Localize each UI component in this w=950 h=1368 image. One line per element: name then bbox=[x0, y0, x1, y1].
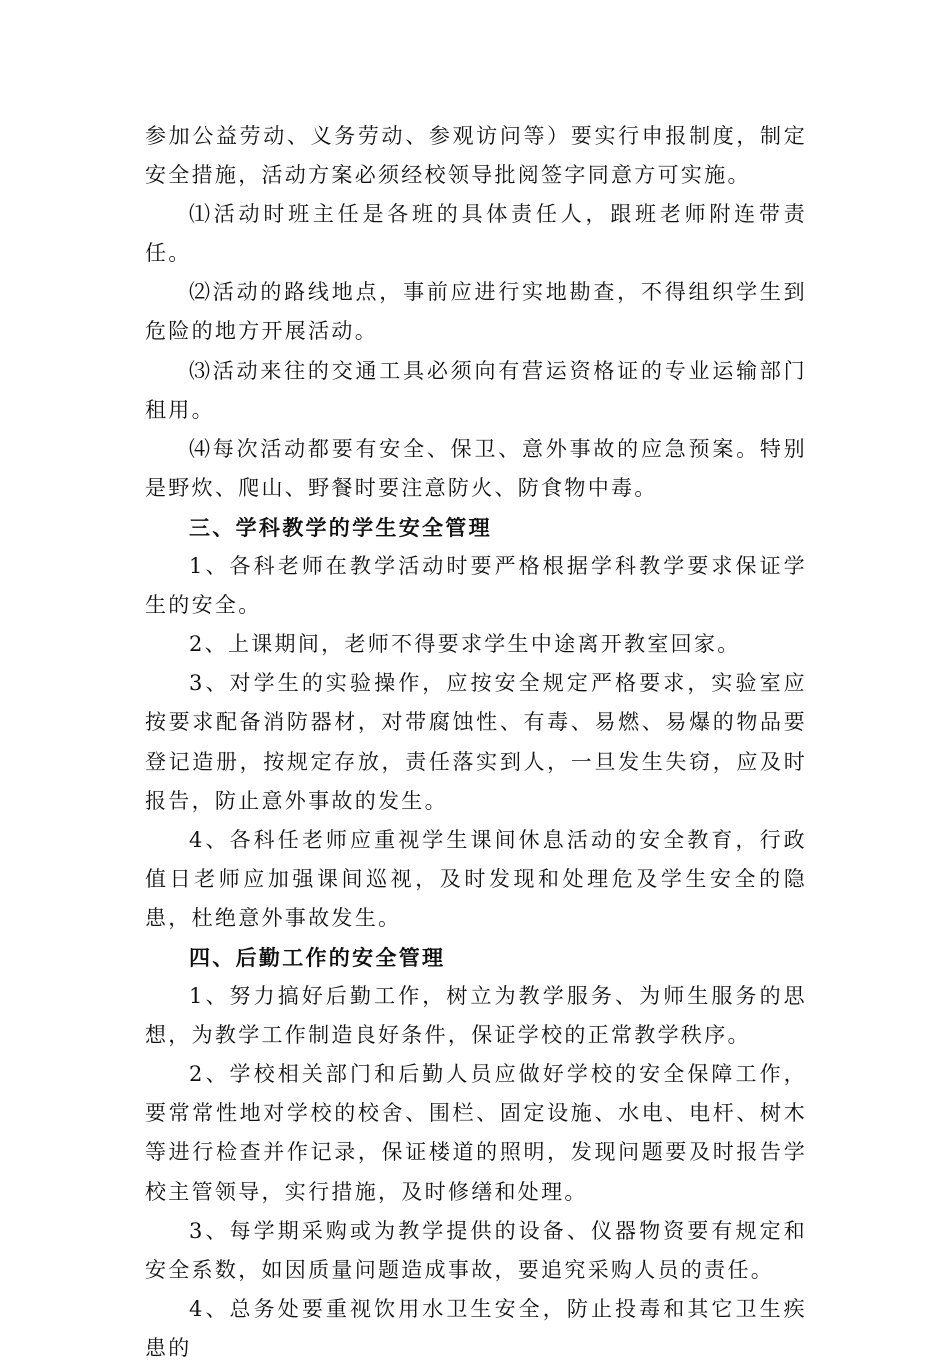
document-body bbox=[145, 117, 807, 1368]
paragraph-item-2: ⑵活动的路线地点，事前应进行实地勘查，不得组织学生到危险的地方开展活动。 bbox=[145, 280, 807, 344]
paragraph-section4-3: 3、每学期采购或为教学提供的设备、仪器物资要有规定和安全系数，如因质量问题造成事故，要追究采购人员的责任。 bbox=[145, 1218, 807, 1282]
paragraph-item-3: ⑶活动来往的交通工具必须向有营运资格证的专业运输部门租用。 bbox=[145, 358, 807, 422]
paragraph-section3-4: 4、各科任老师应重视学生课间休息活动的安全教育，行政值日老师应加强课间巡视，及时发现和处理危及学生安全的隐患，杜绝意外事故发生。 bbox=[145, 827, 807, 930]
paragraph-section3-1: 1、各科老师在教学活动时要严格根据学科教学要求保证学生的安全。 bbox=[145, 554, 807, 618]
paragraph-item-1: ⑴活动时班主任是各班的具体责任人，跟班老师附连带责任。 bbox=[145, 202, 807, 266]
section-heading-3: 三、学科教学的学生安全管理 bbox=[189, 514, 492, 540]
section-heading-4: 四、后勤工作的安全管理 bbox=[189, 944, 446, 970]
paragraph-section4-1: 1、努力搞好后勤工作，树立为教学服务、为师生服务的思想，为教学工作制造良好条件，保证学校的正常教学秩序。 bbox=[145, 984, 807, 1048]
paragraph-activity-intro: 参加公益劳动、义务劳动、参观访问等）要实行申报制度，制定安全措施，活动方案必须经校领导批阅签字同意方可实施。 bbox=[145, 124, 807, 188]
paragraph-item-4: ⑷每次活动都要有安全、保卫、意外事故的应急预案。特别是野炊、爬山、野餐时要注意防火、防食物中毒。 bbox=[145, 436, 807, 500]
paragraph-section4-4: 4、总务处要重视饮用水卫生安全，防止投毒和其它卫生疾患的 bbox=[145, 1296, 807, 1360]
paragraph-section4-2: 2、学校相关部门和后勤人员应做好学校的安全保障工作，要常常性地对学校的校舍、围栏、固定设施、水电、电杆、树木等进行检查并作记录，保证楼道的照明，发现问题要及时报告学校主管领导，实行措施，及时修缮和处理。 bbox=[145, 1062, 807, 1204]
paragraph-section3-3: 3、对学生的实验操作，应按安全规定严格要求，实验室应按要求配备消防器材，对带腐蚀性、有毒、易燃、易爆的物品要登记造册，按规定存放，责任落实到人，一旦发生失窃，应及时报告，防止意外事故的发生。 bbox=[145, 671, 807, 813]
paragraph-section3-2: 2、上课期间，老师不得要求学生中途离开教室回家。 bbox=[189, 632, 741, 657]
